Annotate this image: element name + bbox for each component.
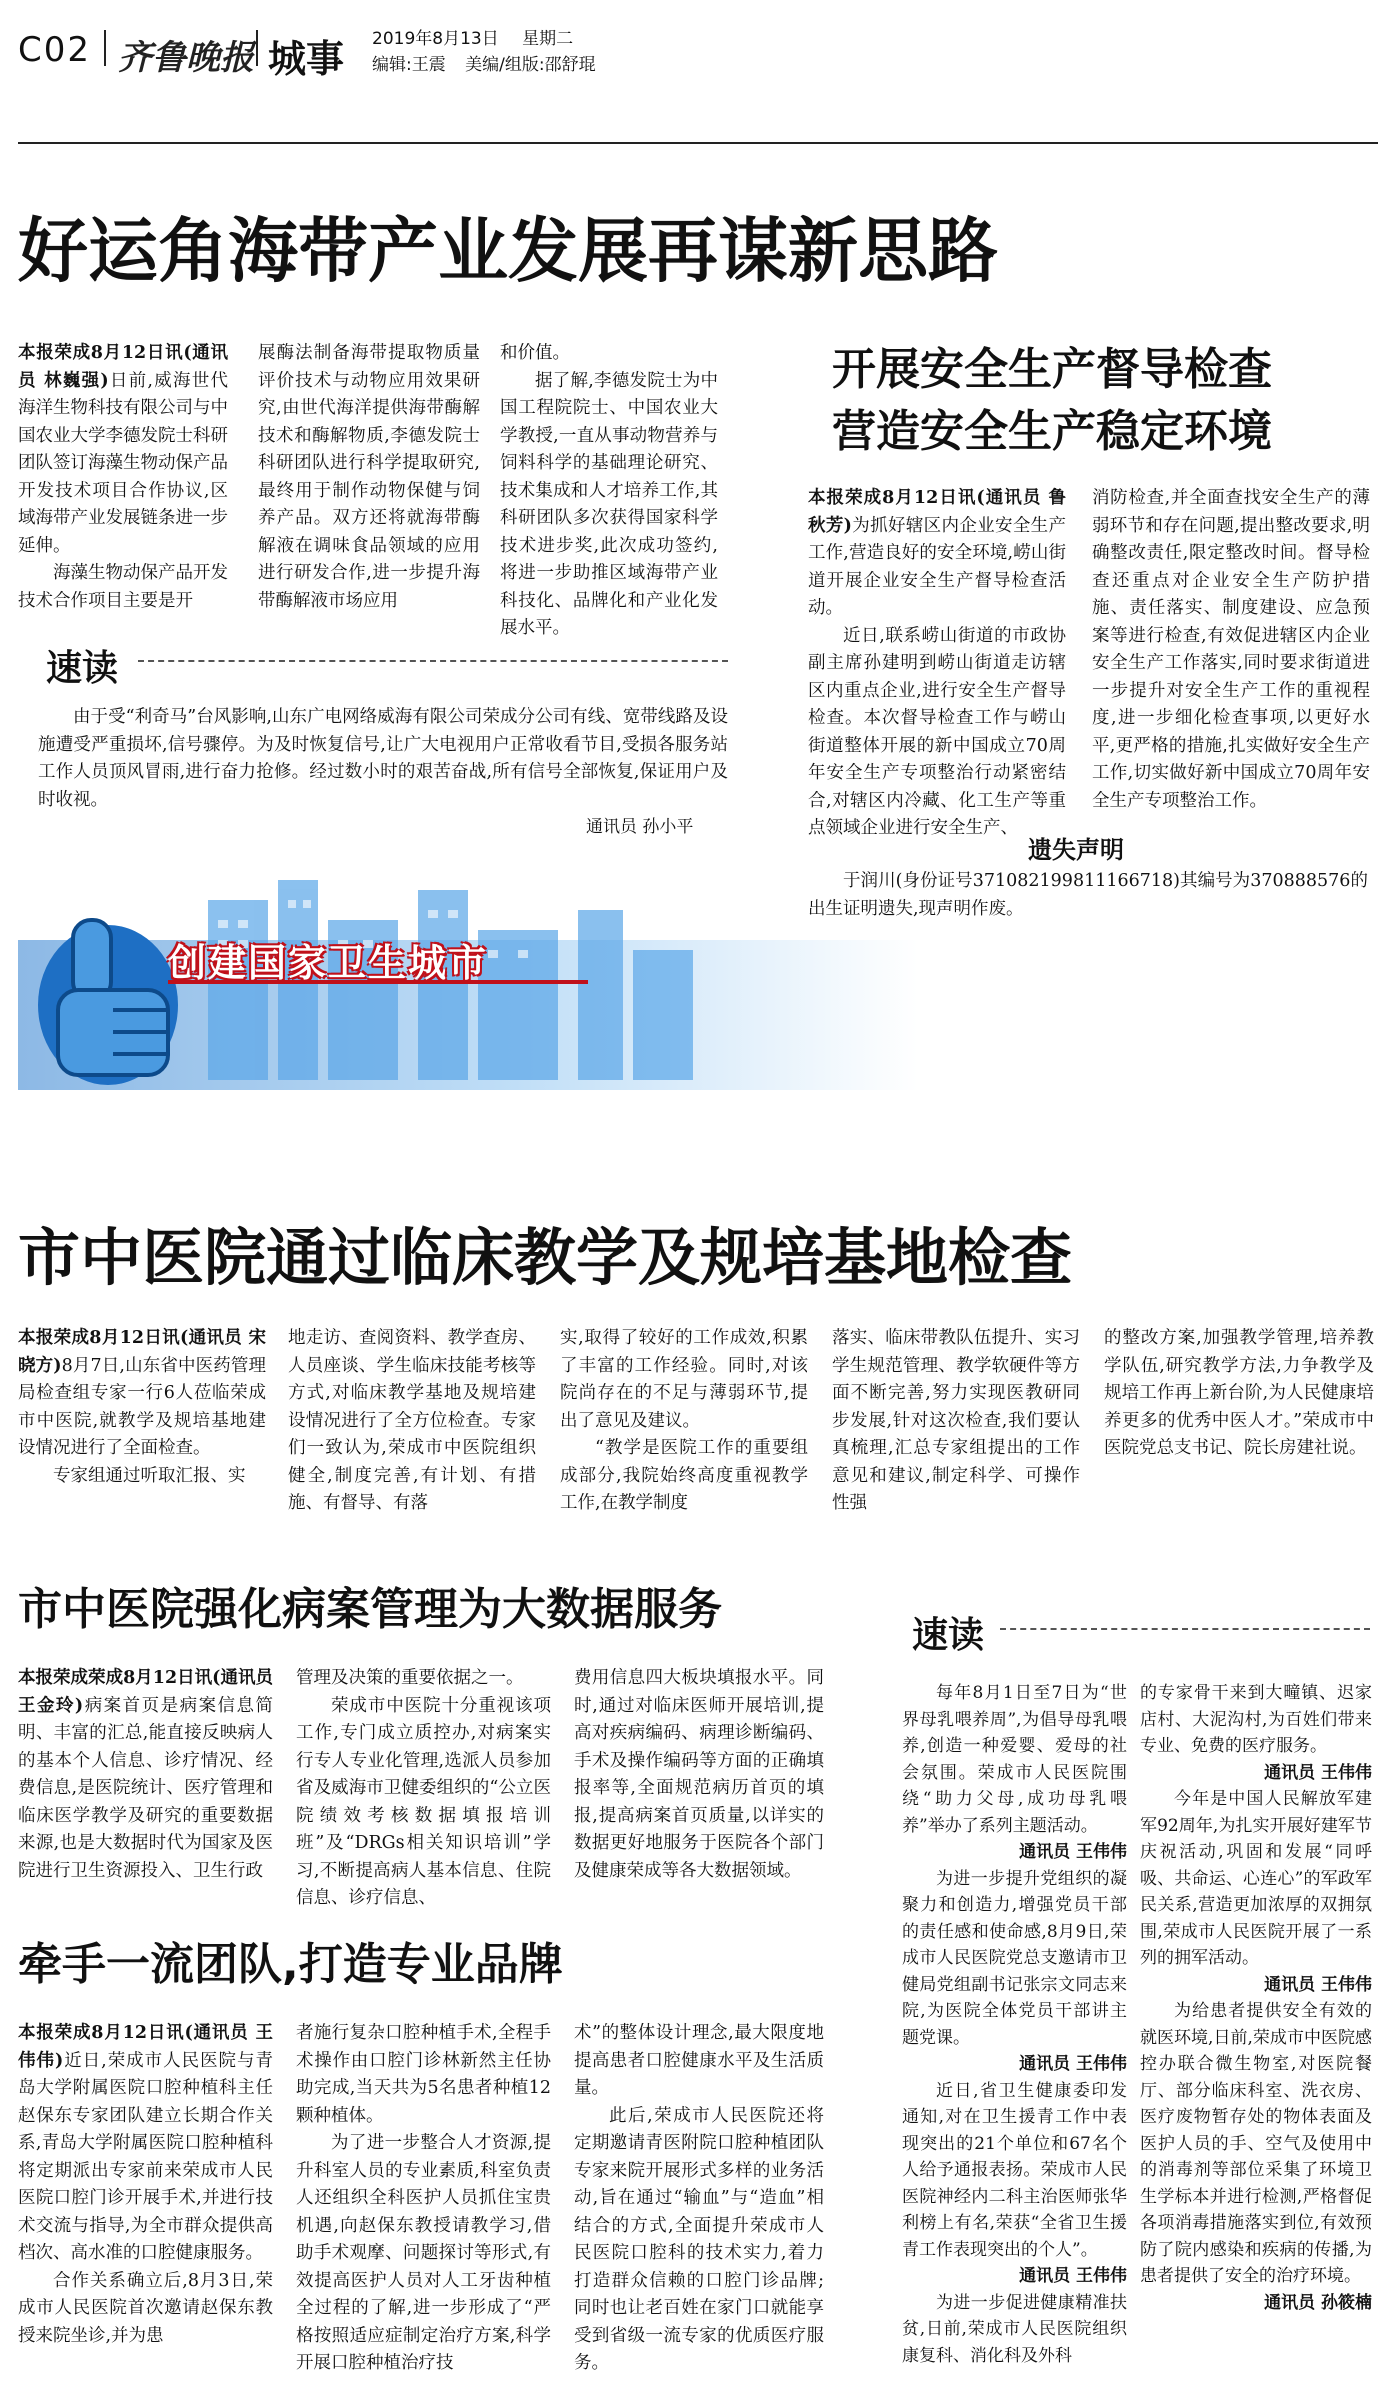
article-headline: 牵手一流团队,打造专业品牌: [18, 1939, 563, 1990]
quick-read-title: 速读: [46, 648, 119, 689]
byline: 通讯员 孙小平: [586, 817, 694, 837]
divider: [1000, 1628, 1370, 1630]
section-name: 城事: [268, 37, 345, 81]
editor-credit: 编辑:王震: [372, 55, 446, 75]
article-body-column: 实,取得了较好的工作成效,积累了丰富的工作经验。同时,对该院尚存在的不足与薄弱环节,提出了意见及建议。 “教学是医院工作的重要组成部分,我院始终高度重视教学工作,在教学制度: [560, 1328, 808, 1513]
issue-weekday: 星期二: [522, 29, 574, 49]
article-body-column: 展酶法制备海带提取物质量评价技术与动物应用效果研究,由世代海洋提供海带酶解技术和酶解物质,李德发院士科研团队进行科学提取研究,最终用于制作动物保健与饲养产品。双方还将就海带酶解液在调味食品领域的应用进行研发合作,进一步提升海带酶解液市场应用: [258, 343, 480, 611]
article-body-column: 管理及决策的重要依据之一。 荣成市中医院十分重视该项工作,专门成立质控办,对病案实行专人专业化管理,选派人员参加省及威海市卫健委组织的“公立医院绩效考核数据填报培训班”及“DRGs相关知识培训”学习,不断提高病人基本信息、住院信息、诊疗信息、: [296, 1668, 551, 1908]
article-body-column: 本报荣成荣成8月12日讯(通讯员 王金玲)病案首页是病案信息简明、丰富的汇总,能直接反映病人的基本个人信息、诊疗情况、经费信息,是医院统计、医疗管理和临床医学教学及研究的重要数据来源,也是大数据时代为国家及医院进行卫生资源投入、卫生行政: [18, 1668, 274, 1881]
article-body-column: 者施行复杂口腔种植手术,全程手术操作由口腔门诊林新然主任协助完成,当天共为5名患者种植12颗种植体。 为了进一步整合人才资源,提升科室人员的专业素质,科室负责人还组织全科医护人员抓住宝贵机遇,向赵保东教授请教学习,借助手术观摩、问题探讨等形式,有效提高医护人员对人工牙齿种植全过程的了解,进一步形成了“严格按照适应症制定治疗方案,科学开展口腔种植治疗技: [296, 2023, 551, 2373]
article-lead: 本报荣成荣成8月12日讯(通讯员 王金玲): [18, 1668, 273, 1716]
article-lead: 本报荣成8月12日讯(通讯员 鲁秋芳): [808, 488, 1066, 536]
header-rule: [18, 142, 1378, 144]
issue-date: 2019年8月13日: [372, 29, 499, 49]
banner-graphic: [18, 880, 918, 1100]
article-lead: 本报荣成8月12日讯(通讯员 王伟伟): [18, 2023, 273, 2071]
article-body-column: 本报荣成8月12日讯(通讯员 王伟伟)近日,荣成市人民医院与青岛大学附属医院口腔种植科主任赵保东专家团队建立长期合作关系,青岛大学附属医院口腔种植科将定期派出专家前来荣成市人民医院口腔门诊开展手术,并进行技术交流与指导,为全市群众提供高档次、高水准的口腔健康服务。 合作关系确立后,8月3日,荣成市人民医院首次邀请赵保东教授来院坐诊,并为患: [18, 2023, 274, 2346]
article-headline: 好运角海带产业发展再谋新思路: [18, 210, 998, 292]
article-body-column: 地走访、查阅资料、教学查房、人员座谈、学生临床技能考核等方式,对临床教学基地及规培建设情况进行了全方位检查。专家们一致认为,荣成市中医院组织健全,制度完善,有计划、有措施、有督导、有落: [288, 1328, 536, 1513]
article-headline: 开展安全生产督导检查: [832, 344, 1272, 395]
byline: 通讯员 王伟伟: [1264, 1974, 1372, 1995]
quick-read-column: 每年8月1日至7日为“世界母乳喂养周”,为倡导母乳喂养,创造一种爱婴、爱母的社会氛围。荣成市人民医院围绕“助力父母,成功母乳喂养”举办了系列主题活动。 通讯员 王伟伟 为进一步提升党组织的凝聚力和创造力,增强党员干部的责任感和使命感,8月9日,荣成市人民医院党总支邀请市卫健局党组副书记张宗文同志来院,为医院全体党员干部讲主题党课。 通讯员 王伟伟 近日,省卫生健康委印发通知,对在卫生援青工作中表现突出的21个单位和67名个人给予通报表扬。荣成市人民医院神经内二科主治医师张华利榜上有名,荣获“全省卫生援青工作表现突出的个人”。 通讯员 王伟伟 为进一步促进健康精准扶贫,日前,荣成市人民医院组织康复科、消化科及外科: [902, 1683, 1127, 2366]
article-body-column: 和价值。 据了解,李德发院士为中国工程院院士、中国农业大学教授,一直从事动物营养与饲料科学的基础理论研究、技术集成和人才培养工作,其科研团队多次获得国家科学技术进步奖,此次成功签约,将进一步助推区域海带产业科技化、品牌化和产业化发展水平。: [500, 343, 718, 638]
article-body-column: 本报荣成8月12日讯(通讯员 宋晓方)8月7日,山东省中医药管理局检查组专家一行6人莅临荣成市中医院,就教学及规培基地建设情况进行了全面检查。 专家组通过听取汇报、实: [18, 1328, 266, 1486]
article-body-column: 消防检查,并全面查找安全生产的薄弱环节和存在问题,提出整改要求,明确整改责任,限定整改时间。督导检查还重点对企业安全生产防护措施、责任落实、制度建设、应急预案等进行检查,有效促进辖区内企业安全生产工作落实,同时要求街道进一步提升对安全生产工作的重视程度,进一步细化检查事项,以更好水平,更严格的措施,扎实做好安全生产工作,切实做好新中国成立70周年安全生产专项整治工作。: [1092, 488, 1370, 811]
header-divider: [104, 30, 106, 66]
byline: 通讯员 孙筱楠: [1264, 2292, 1372, 2313]
byline: 通讯员 王伟伟: [1264, 1762, 1372, 1783]
byline: 通讯员 王伟伟: [1019, 2266, 1127, 2286]
quick-read-box: [18, 640, 728, 835]
campaign-banner: [18, 880, 918, 1100]
byline: 通讯员 王伟伟: [1019, 1842, 1127, 1862]
notice-body: 于润川(身份证号371082199811166718)其编号为370888576的出生证明遗失,现声明作废。: [808, 871, 1368, 919]
article-body-column: 费用信息四大板块填报水平。同时,通过对临床医师开展培训,提高对疾病编码、病理诊断编码、手术及操作编码等方面的正确填报率等,全面规范病历首页的填报,提高病案首页质量,以详实的数据更好地服务于医院各个部门及健康荣成等各大数据领域。: [574, 1668, 824, 1881]
header-meta: [372, 24, 573, 49]
header-divider: [256, 30, 258, 66]
article-headline: 市中医院强化病案管理为大数据服务: [18, 1584, 722, 1635]
divider: [138, 660, 728, 662]
paper-name: 齐鲁晚报: [118, 38, 254, 78]
quick-read-title: 速读: [912, 1615, 985, 1656]
byline: 通讯员 王伟伟: [1019, 2054, 1127, 2074]
article-body-column: 术”的整体设计理念,最大限度地提高患者口腔健康水平及生活质量。 此后,荣成市人民医院还将定期邀请青医附院口腔种植团队专家来院开展形式多样的业务活动,旨在通过“输血”与“造血”相结合的方式,全面提升荣成市人民医院口腔科的技术实力,着力打造群众信赖的口腔门诊品牌;同时也让老百姓在家门口就能享受到省级一流专家的优质医疗服务。: [574, 2023, 824, 2373]
article-body-column: 本报荣成8月12日讯(通讯员 鲁秋芳)为抓好辖区内企业安全生产工作,营造良好的安全环境,崂山街道开展企业安全生产督导检查活动。 近日,联系崂山街道的市政协副主席孙建明到崂山街道走访辖区内重点企业,进行安全生产督导检查。本次督导检查工作与崂山街道整体开展的新中国成立70周年安全生产专项整治行动紧密结合,对辖区内冷藏、化工生产等重点领域企业进行安全生产、: [808, 488, 1067, 838]
page-code: C02: [18, 30, 92, 70]
header-credits: [372, 50, 596, 75]
quick-read-column: 的专家骨干来到大疃镇、迟家店村、大泥沟村,为百姓们带来专业、免费的医疗服务。 通讯员 王伟伟 今年是中国人民解放军建军92周年,为扎实开展好建军节庆祝活动,巩固和发展“同呼吸、共命运、心连心”的军政军民关系,营造更加浓厚的双拥氛围,荣成市人民医院开展了一系列的拥军活动。 通讯员 王伟伟 为给患者提供安全有效的就医环境,日前,荣成市中医院感控办联合微生物室,对医院餐厅、部分临床科室、洗衣房、医疗废物暂存处的物体表面及医护人员的手、空气及使用中的消毒剂等部位采集了环境卫生学标本并进行检测,严格督促各项消毒措施落实到位,有效预防了院内感染和疾病的传播,为患者提供了安全的治疗环境。 通讯员 孙筱楠: [1140, 1680, 1372, 2316]
designer-credit: 美编/组版:邵舒琨: [465, 55, 596, 75]
article-subheadline: 营造安全生产稳定环境: [832, 406, 1272, 457]
article-body-column: 本报荣成8月12日讯(通讯员 林巍强)日前,威海世代海洋生物科技有限公司与中国农业大学李德发院士科研团队签订海藻生物动保产品开发技术项目合作协议,区域海带产业发展链条进一步延伸。 海藻生物动保产品开发技术合作项目主要是开: [18, 343, 229, 611]
article-body-column: 的整改方案,加强教学管理,培养教学队伍,研究教学方法,力争教学及规培工作再上新台阶,为人民健康培养更多的优秀中医人才。”荣成市中医院党总支书记、院长房建社说。: [1104, 1328, 1374, 1458]
banner-title: 创建国家卫生城市: [168, 941, 489, 985]
article-headline: 市中医院通过临床教学及规培基地检查: [18, 1221, 1073, 1294]
quick-read-body: 由于受“利奇马”台风影响,山东广电网络威海有限公司荣成分公司有线、宽带线路及设施遭受严重损坏,信号骤停。为及时恢复信号,让广大电视用户正常收看节目,受损各服务站工作人员顶风冒雨,进行奋力抢修。经过数小时的艰苦奋战,所有信号全部恢复,保证用户及时收视。: [38, 707, 728, 810]
article-body-column: 落实、临床带教队伍提升、实习学生规范管理、教学软硬件等方面不断完善,努力实现医教研同步发展,针对这次检查,我们要认真梳理,汇总专家组提出的工作意见和建议,制定科学、可操作性强: [832, 1328, 1080, 1513]
article-lead: 本报荣成8月12日讯(通讯员 宋晓方): [18, 1328, 266, 1376]
notice-title: 遗失声明: [1028, 836, 1124, 864]
article-lead: 本报荣成8月12日讯(通讯员 林巍强): [18, 343, 228, 391]
